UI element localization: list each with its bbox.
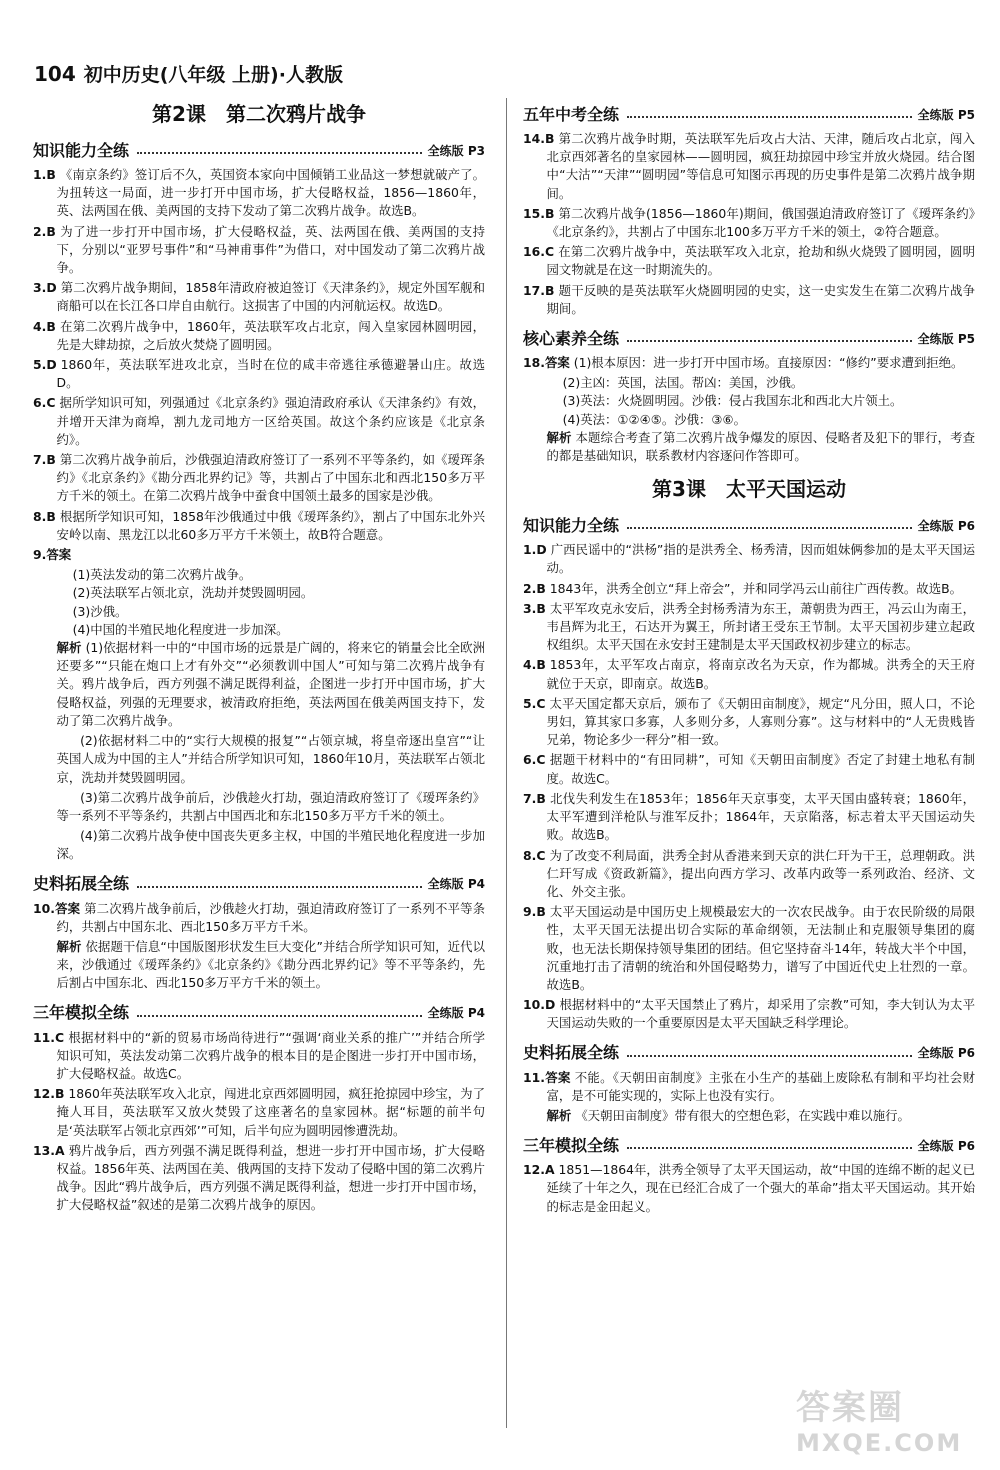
lesson-3-title: 第3课 太平天国运动 [652,477,846,502]
answer-label: 5.C [523,695,546,711]
answer-text: 根据材料中的“太平天国禁止了鸦片，却采用了宗教”可知，李大钊认为太平天国运动失败的一个重要原因是太平天国缺乏科学理论。 [546,997,975,1031]
analysis: 解析 本题综合考查了第二次鸦片战争爆发的原因、侵略者及犯下的罪行，考查的都是基础知识，联系教材内容逐问作答即可。 [546,429,976,464]
section-header: 五年中考全练 全练版 P5 [523,104,975,124]
answer-label: 13.A [33,1142,65,1158]
section-header: 三年模拟全练 全练版 P6 [523,1135,975,1155]
answer-text: 据题干材料中的“有田同耕”，可知《天朝田亩制度》否定了封建土地私有制度。故选C。 [546,752,975,786]
answer-text: 广西民谣中的“洪杨”指的是洪秀全、杨秀清，因而姐妹俩参加的是太平天国运动。 [546,542,975,576]
answer-text: 第二次鸦片战争(1856—1860年)期间，俄国强迫清政府签订了《瑷珲条约》《北京条约》，共割占了中国东北100多万平方千米的领土，②符合题意。 [546,205,975,240]
answer-list [523,541,975,1032]
answer-text: 1853年，太平军攻占南京，将南京改名为天京，作为都城。洪秀全的天王府就位于天京，即南京。故选B。 [546,657,975,691]
answer-text: 第二次鸦片战争期间，1858年清政府被迫签订《天津条约》，规定外国军舰和商船可以在长江各口岸自由航行。这损害了中国的内河航运权。故选D。 [56,280,485,314]
answer-text: 为了进一步打开中国市场，扩大侵略权益，英、法两国在俄、美两国的支持下，分别以“亚罗号事件”和“马神甫事件”为借口，对中国发动了第二次鸦片战争。 [56,223,485,276]
answer-text: 太平军攻克永安后，洪秀全封杨秀清为东王，萧朝贵为西王，冯云山为南王，韦昌辉为北王，石达开为翼王，所封诸王受东王节制。太平天国初步建立起政权组织。太平天国在永安封王建制是太平天国政权初步建立的标志。 [546,600,975,653]
answer-sub: (3)沙俄。 [72,603,128,619]
answer-label: 8.B [33,508,56,524]
answer-item [523,205,975,241]
section-ref: 全练版 P3 [427,143,485,158]
answer-label: 4.B [33,318,56,334]
answer-item: 11.答案 不能。《天朝田亩制度》主张在小生产的基础上废除私有制和平均社会财富，是不可能实现的，实际上也没有实行。 [523,1069,975,1103]
answer-sub: (3)英法：火烧圆明园。沙俄：侵占我国东北和西北大片领土。 [562,393,903,409]
answer-label: 3.B [523,600,546,616]
analysis-para: (4)第二次鸦片战争使中国丧失更多主权，中国的半殖民地化程度进一步加深。 [56,828,485,862]
answer-list [33,1029,485,1215]
answer-text: 1860年，英法联军进攻北京，当时在位的咸丰帝逃往承德避暑山庄。故选D。 [56,357,485,391]
answer-item [523,847,975,902]
answer-label: 1.B [33,167,56,182]
analysis: 解析 依据题干信息“中国版图形状发生巨大变化”并结合所学知识可知，近代以来，沙俄通过《瑷珲条约》《北京条约》《勘分西北界约记》等不平等条约，先后割占中国东北、西北150多万平方千米的领土。 [56,938,486,991]
answer-item [33,356,485,392]
answer-text: 太平天国运动是中国历史上规模最宏大的一次农民战争。由于农民阶级的局限性，太平天国无法提出切合实际的革命纲领，无法制止和克服领导集团的腐败，也无法长期保持领导集团的团结。但它坚持奋斗14年，转战大半个中国，沉重地打击了清朝的统治和外国侵略势力，谱写了中国近代史上壮烈的一章。故选B。 [546,904,975,992]
answer-item [33,318,485,354]
answer-label: 15.B [523,205,555,221]
watermark-logo: 答案圈 MXQE.COM [796,1388,963,1457]
answer-label: 2.B [523,580,546,596]
answer-label: 4.B [523,657,546,673]
answer-text: 《南京条约》签订后不久，英国资本家向中国倾销工业品这一梦想就破产了。为扭转这一局面，进一步打开中国市场，扩大侵略权益，1856—1860年，英、法两国在俄、美两国的支持下发动了第二次鸦片战争。故选B。 [56,167,485,219]
answer-item [523,130,975,203]
answer-sub: (4)中国的半殖民地化程度进一步加深。 [72,621,289,637]
answer-label: 1.D [523,542,547,558]
answer-item [33,1029,485,1084]
answer-text: 北伐失利发生在1853年；1856年天京事变，太平天国由盛转衰；1860年，太平军遭到洋枪队与淮军反扑；1864年，天京陷落，标志着太平天国运动失败。故选B。 [546,790,975,843]
answer-text: 鸦片战争后，西方列强不满足既得利益，想进一步打开中国市场，扩大侵略权益。1856年英、法两国在美、俄两国的支持下发动了侵略中国的第二次鸦片战争。因此“鸦片战争后，西方列强不满足既得利益，想进一步打开中国市场，扩大侵略权益”叙述的是第二次鸦片战争的原因。 [56,1142,485,1213]
answer-item [33,508,485,544]
answer-text: 太平天国定都天京后，颁布了《天朝田亩制度》，规定“凡分田，照人口，不论男妇，算其家口多寡，人多则分多，人寡则分寡”。这与材料中的“人无贵贱皆兄弟，物论多少一秤分”相一致。 [546,695,975,748]
answer-label: 14.B [523,131,555,146]
answer-text: 在第二次鸦片战争中，1860年，英法联军攻占北京，闯入皇家园林圆明园，先是大肆劫掠，之后放火焚烧了圆明园。 [56,318,485,352]
answer-label: 8.C [523,847,546,863]
answer-item [33,223,485,278]
answer-item: 9.答案 [33,547,72,563]
answer-text: 1843年，洪秀全创立“拜上帝会”，并和同学冯云山前往广西传教。故选B。 [549,580,962,596]
answer-text: 根据所学知识可知，1858年沙俄通过中俄《瑷珲条约》，割占了中国东北外兴安岭以南、黑龙江以北60多万平方千米领土，故B符合题意。 [56,508,485,542]
answer-item: 12.A 1851—1864年，洪秀全领导了太平天国运动，故“中国的连绵不断的起义已延续了十年之久，现在已经汇合成了一个强大的革命”指太平天国运动。其开始的标志是金田起义。 [523,1162,975,1214]
answer-sub-list [523,374,975,429]
page-number: 104 [34,62,76,86]
section-header: 史料拓展全练 全练版 P6 [523,1043,975,1063]
lesson-number: 第2课 [152,102,206,126]
section-header: 知识能力全练 全练版 P6 [523,516,975,536]
answer-text: 第二次鸦片战争时期，英法联军先后攻占大沽、天津，随后攻占北京，闯入北京西郊著名的皇家园林——圆明园，疯狂劫掠园中珍宝并放火烧园。结合图中“大沽”“天津”“圆明园”等信息可知图示再现的历史事件是第二次鸦片战争期间。 [546,131,975,201]
right-column [523,98,975,1218]
answer-item: 18.答案 (1)根本原因：进一步打开中国市场。直接原因：“修约”要求遭到拒绝。 [523,355,964,371]
answer-text: 题干反映的是英法联军火烧圆明园的史实，这一史实发生在第二次鸦片战争期间。 [546,282,975,316]
answer-item [33,451,485,506]
answer-item [523,996,975,1032]
answer-item [33,1142,485,1215]
answer-item [33,394,485,449]
answer-label: 12.B [33,1086,65,1102]
answer-label: 5.D [33,357,57,373]
answer-item [523,790,975,845]
analysis: 解析 《天朝田亩制度》带有很大的空想色彩，在实践中难以施行。 [546,1107,910,1123]
answer-text: 在第二次鸦片战争中，英法联军攻入北京，抢劫和纵火烧毁了圆明园，圆明园文物就是在这一时期流失的。 [546,244,975,278]
answer-text: 为了改变不利局面，洪秀全封从香港来到天京的洪仁玕为干王，总理朝政。洪仁玕写成《资政新篇》，提出向西方学习、改革内政等一系列政治、经济、文化、外交主张。 [546,847,975,899]
answer-label: 17.B [523,282,555,298]
section-header: 三年模拟全练 全练版 P4 [33,1003,485,1023]
analysis: 解析 (1)依据材料一中的“中国市场的远景是广阔的，将来它的销量会比全欧洲还要多”“只能在炮口上才有外交”“必须教训中国人”可知与第二次鸦片战争有关。鸦片战争后，西方列强不满足既得利益，企图进一步打开中国市场，扩大侵略权益，列强的无理要求，被清政府拒绝，英法两国在俄美两国支持下，发动了第二次鸦片战争。 [56,640,485,728]
answer-text: 1860年英法联军攻入北京，闯进北京西郊圆明园，疯狂抢掠园中珍宝，为了掩人耳目，英法联军又放火焚毁了这座著名的皇家园林。据“标题的前半句是‘英法联军占领北京西郊’”可知，后半句应为圆明园惨遭洗劫。 [56,1086,485,1138]
answer-item [523,751,975,787]
answer-label: 11.C [33,1029,65,1045]
analysis-para: (2)依据材料二中的“实行大规模的报复”“占领京城，将皇帝逐出皇宫”“让英国人成为中国的主人”并结合所学知识可知，1860年10月，英法联军占领北京，洗劫并焚毁圆明园。 [56,733,485,785]
answer-item [523,656,975,692]
answer-label: 7.B [33,452,56,468]
section-name: 知识能力全练 [33,140,130,160]
answer-item [523,600,975,655]
section-header: 史料拓展全练 全练版 P4 [33,874,485,894]
answer-sub: (4)英法：①②④⑤。沙俄：③⑥。 [562,411,746,427]
answer-item [33,166,485,221]
answer-list [33,166,485,544]
book-title: 初中历史(八年级 上册)·人教版 [83,64,343,86]
answer-item [33,279,485,315]
answer-item [523,243,975,279]
answer-list [523,130,975,318]
answer-label: 7.B [523,790,546,806]
answer-item: 10.答案 第二次鸦片战争前后，沙俄趁火打劫，强迫清政府签订了一系列不平等条约，共割占中国东北、西北150多万平方千米。 [33,900,486,934]
answer-sub-list [33,566,485,639]
answer-sub: (2)英法联军占领北京，洗劫并焚毁圆明园。 [72,585,314,601]
section-header [33,136,485,160]
lesson-name: 第二次鸦片战争 [225,102,366,126]
answer-item [523,695,975,750]
analysis-para: (3)第二次鸦片战争前后，沙俄趁火打劫，强迫清政府签订了《瑷珲条约》等一系列不平等条约，共割占中国西北和东北150多万平方千米的领土。 [56,789,485,823]
answer-label: 3.D [33,280,57,296]
answer-item [523,282,975,318]
lesson-2-title [33,100,485,128]
answer-item [33,1085,485,1140]
answer-label: 16.C [523,244,555,260]
answer-label: 6.C [33,395,56,411]
answer-text: 根据材料中的“新的贸易市场尚待进行”“强调‘商业关系的推广’”并结合所学知识可知，英法发动第二次鸦片战争的根本目的是企图进一步打开中国市场，扩大侵略权益。故选C。 [56,1029,485,1081]
left-column [33,98,485,1217]
answer-label: 10.D [523,997,556,1013]
answer-item [523,580,975,598]
section-header: 核心素养全练 全练版 P5 [523,328,975,348]
answer-text: 第二次鸦片战争前后，沙俄强迫清政府签订了一系列不平等条约，如《瑷珲条约》《北京条约》《勘分西北界约记》等，共割占了中国东北和西北150多万平方千米的领土。在第二次鸦片战争中蚕食中国领土最多的国家是沙俄。 [56,452,485,504]
answer-label: 6.C [523,752,546,768]
answer-label: 9.B [523,904,546,920]
answer-sub: (1)英法发动的第二次鸦片战争。 [72,567,252,583]
answer-label: 2.B [33,223,56,239]
answer-text: 据所学知识可知，列强通过《北京条约》强迫清政府承认《天津条约》有效，并增开天津为商埠，割九龙司地方一区给英国。故这个条约应该是《北京条约》。 [56,395,485,447]
page-header [34,60,343,87]
answer-item [523,541,975,577]
answer-item [523,903,975,994]
answer-sub: (2)主凶：英国，法国。帮凶：美国，沙俄。 [562,375,804,391]
